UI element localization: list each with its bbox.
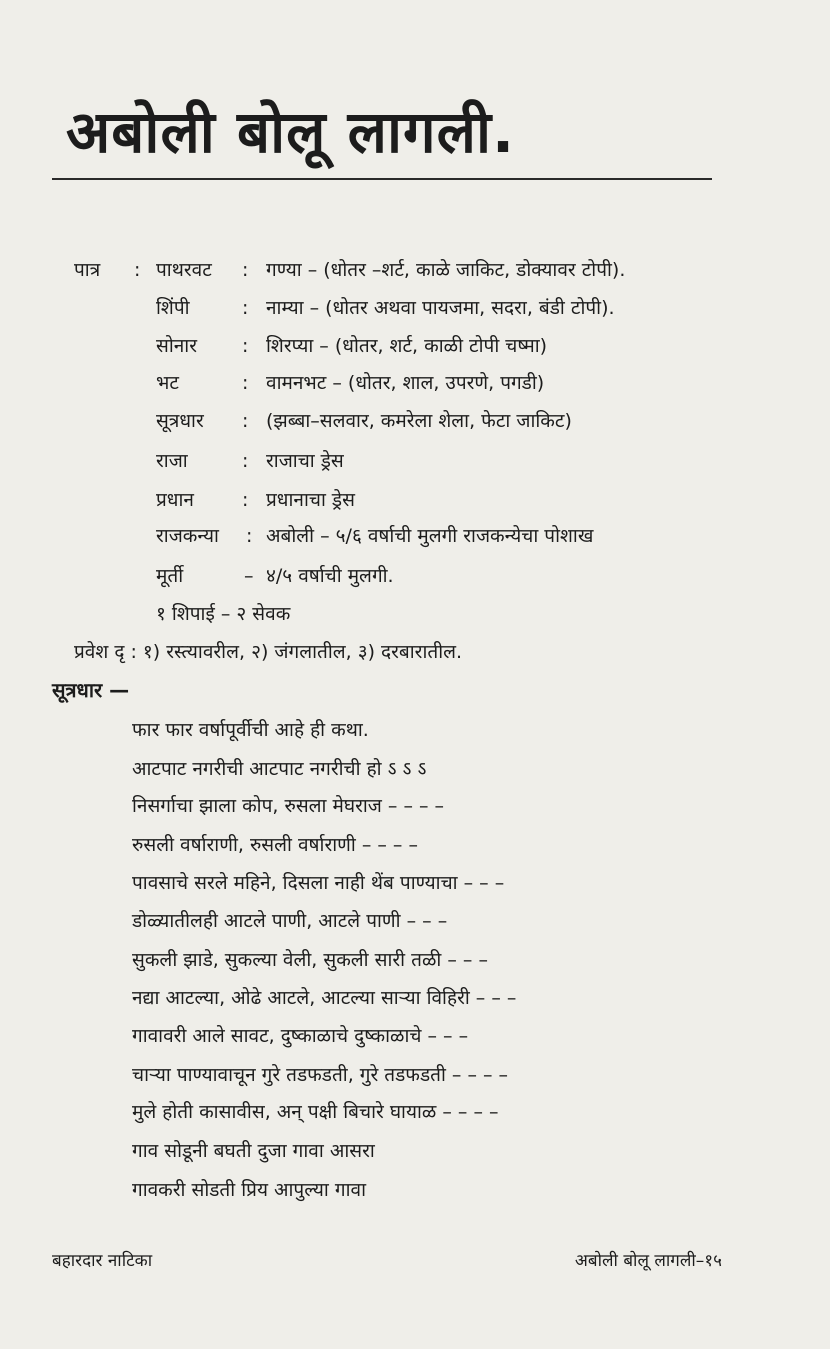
verse-line: निसर्गाचा झाला कोप, रुसला मेघराज – – – – — [132, 795, 445, 817]
cast-sep: : — [246, 525, 253, 547]
verse-line: पावसाचे सरले महिने, दिसला नाही थेंब पाण्याचा – – – — [132, 872, 505, 894]
verse-line: नद्या आटल्या, ओढे आटले, आटल्या साऱ्या विहिरी – – – — [132, 987, 517, 1009]
cast-desc: अबोली – ५/६ वर्षाची मुलगी राजकन्येचा पोशाख — [266, 525, 594, 547]
speaker-label: सूत्रधार — — [52, 678, 130, 702]
cast-role: राजकन्या — [156, 525, 219, 547]
cast-desc: शिरप्या – (धोतर, शर्ट, काळी टोपी चष्मा) — [266, 335, 548, 357]
cast-row — [0, 294, 830, 322]
footer-page-header: अबोली बोलू लागली–१५ — [574, 1251, 722, 1271]
scene-list: प्रवेश दृ : १) रस्त्यावरील, २) जंगलातील, ३) दरबारातील. — [74, 641, 463, 663]
cast-sep: : — [242, 489, 249, 511]
cast-row — [0, 447, 830, 475]
cast-role: पाथरवट — [156, 259, 212, 281]
cast-role: भट — [156, 372, 179, 394]
verse-line: गाव सोडूनी बघती दुजा गावा आसरा — [132, 1140, 375, 1162]
verse-line: डोळ्यातीलही आटले पाणी, आटले पाणी – – – — [132, 910, 448, 932]
verse-line: गावावरी आले सावट, दुष्काळाचे दुष्काळाचे – – – — [132, 1025, 469, 1047]
cast-sep: : — [242, 335, 249, 357]
verse-line: फार फार वर्षापूर्वीची आहे ही कथा. — [132, 719, 369, 741]
cast-row — [0, 522, 830, 550]
cast-desc: (झब्बा–सलवार, कमरेला शेला, फेटा जाकिट) — [266, 410, 572, 432]
title-underline — [52, 178, 712, 180]
cast-sep: : — [242, 450, 249, 472]
cast-desc: राजाचा ड्रेस — [266, 450, 344, 472]
cast-role: मूर्ती — [156, 565, 184, 587]
cast-row — [0, 407, 830, 435]
cast-role: राजा — [156, 450, 188, 472]
cast-role: प्रधान — [156, 489, 194, 511]
verse-line: सुकली झाडे, सुकल्या वेली, सुकली सारी तळी – – – — [132, 949, 488, 971]
verse-line: आटपाट नगरीची आटपाट नगरीची हो ऽ ऽ ऽ — [132, 758, 427, 780]
cast-row — [0, 486, 830, 514]
cast-sep: : — [242, 259, 249, 281]
verse-line: गावकरी सोडती प्रिय आपुल्या गावा — [132, 1179, 366, 1201]
cast-row — [0, 332, 830, 360]
cast-sep: – — [244, 565, 254, 587]
cast-extra: १ शिपाई – २ सेवक — [156, 603, 291, 625]
verse-line: रुसली वर्षाराणी, रुसली वर्षाराणी – – – – — [132, 834, 418, 856]
verse-line: चाऱ्या पाण्यावाचून गुरे तडफडती, गुरे तडफडती – – – – — [132, 1064, 509, 1086]
cast-label-colon: : — [134, 259, 141, 281]
cast-row — [0, 369, 830, 397]
cast-desc: ४/५ वर्षाची मुलगी. — [266, 565, 394, 587]
play-title: अबोली बोलू लागली. — [66, 98, 516, 166]
cast-sep: : — [242, 372, 249, 394]
cast-sep: : — [242, 297, 249, 319]
cast-role: सोनार — [156, 335, 198, 357]
cast-row — [0, 562, 830, 590]
verse-line: मुले होती कासावीस, अन् पक्षी बिचारे घायाळ – – – – — [132, 1101, 499, 1123]
cast-desc: गण्या – (धोतर –शर्ट, काळे जाकिट, डोक्यावर टोपी). — [266, 259, 626, 281]
cast-row — [0, 256, 830, 284]
cast-label: पात्र — [74, 259, 101, 281]
cast-role: सूत्रधार — [156, 410, 204, 432]
footer-book-title: बहारदार नाटिका — [52, 1251, 153, 1271]
cast-desc: प्रधानाचा ड्रेस — [266, 489, 355, 511]
cast-role: शिंपी — [156, 297, 190, 319]
cast-sep: : — [242, 410, 249, 432]
cast-desc: नाम्या – (धोतर अथवा पायजमा, सदरा, बंडी टोपी). — [266, 297, 615, 319]
cast-desc: वामनभट – (धोतर, शाल, उपरणे, पगडी) — [266, 372, 545, 394]
